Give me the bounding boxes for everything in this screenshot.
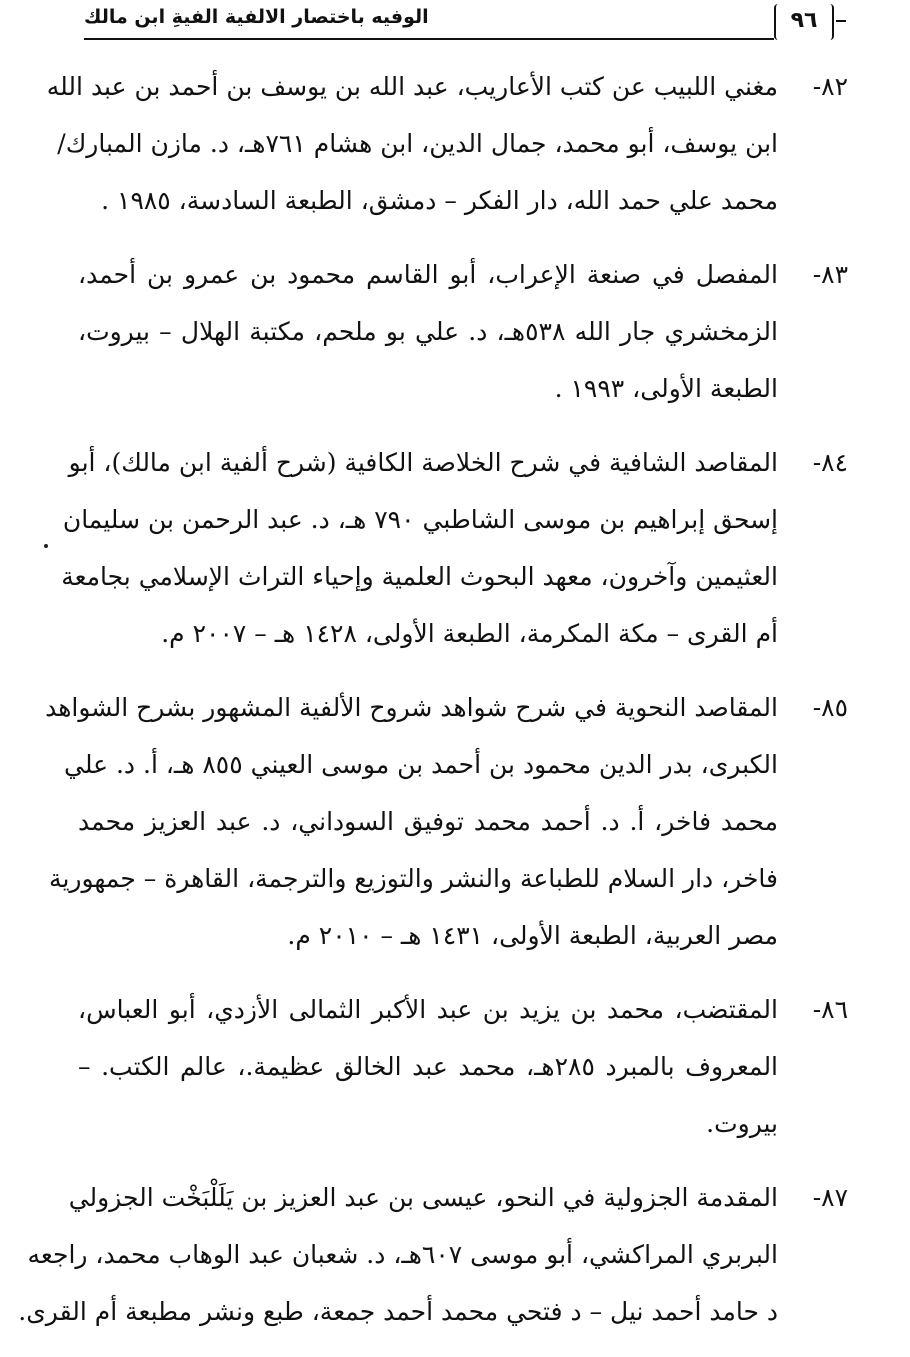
entry-line: العثيمين وآخرون، معهد البحوث العلمية وإحياء التراث الإسلامي بجامعة — [61, 562, 778, 591]
entry-line: مغني اللبيب عن كتب الأعاريب، عبد الله بن يوسف بن أحمد بن عبد الله — [46, 72, 778, 101]
entry-number: ٨٤- — [812, 448, 848, 477]
bibliography-entry-86 — [78, 981, 848, 1152]
bibliography-entry-83 — [78, 246, 848, 417]
entry-line: المفصل في صنعة الإعراب، أبو القاسم محمود بن عمرو بن أحمد، — [78, 260, 778, 289]
page-number: ٩٦ — [790, 8, 818, 33]
entry-line: الكبرى، بدر الدين محمود بن أحمد بن موسى العيني ٨٥٥ هـ، أ. د. علي — [64, 750, 778, 779]
entry-line: محمد فاخر، أ. د. أحمد محمد توفيق السوداني، د. عبد العزيز محمد — [78, 807, 778, 836]
entry-number: ٨٧- — [812, 1183, 848, 1212]
entry-line: الزمخشري جار الله ٥٣٨هـ، د. علي بو ملحم، مكتبة الهلال – بيروت، — [78, 317, 778, 346]
entry-line: المقاصد الشافية في شرح الخلاصة الكافية (شرح ألفية ابن مالك)، أبو — [68, 448, 778, 477]
bibliography-entry-85 — [45, 679, 848, 964]
entry-number: ٨٣- — [812, 260, 848, 289]
entry-line: فاخر، دار السلام للطباعة والنشر والتوزيع والترجمة، القاهرة – جمهورية — [49, 864, 778, 893]
page-number-frame — [774, 4, 834, 40]
header-rule — [84, 38, 774, 40]
entry-line: مصر العربية، الطبعة الأولى، ١٤٣١ هـ – ٢٠١٠ م. — [287, 921, 778, 950]
entry-line: المقدمة الجزولية في النحو، عيسى بن عبد العزيز بن يَلَلْبَخْت الجزولي — [68, 1183, 778, 1212]
entry-line: المقاصد النحوية في شرح شواهد شروح الألفية المشهور بشرح الشواهد — [45, 693, 778, 722]
entry-line: د حامد أحمد نيل – د فتحي محمد أحمد جمعة، طبع ونشر مطبعة أم القرى. — [18, 1297, 778, 1326]
entry-line: المقتضب، محمد بن يزيد بن عبد الأكبر الثمالى الأزدي، أبو العباس، — [78, 995, 778, 1024]
entry-line: أم القرى – مكة المكرمة، الطبعة الأولى، ١٤٢٨ هـ – ٢٠٠٧ م. — [161, 619, 778, 648]
entry-number: ٨٥- — [812, 693, 848, 722]
entry-line: البربري المراكشي، أبو موسى ٦٠٧هـ، د. شعبان عبد الوهاب محمد، راجعه — [27, 1240, 778, 1269]
bibliography-entry-82 — [46, 58, 848, 229]
header-rule-tick — [836, 20, 846, 22]
scan-speck — [44, 544, 48, 548]
bibliography-entry-87 — [18, 1169, 848, 1340]
entry-line: المعروف بالمبرد ٢٨٥هـ، محمد عبد الخالق عظيمة.، عالم الكتب. – — [78, 1052, 779, 1081]
entry-number: ٨٢- — [812, 72, 848, 101]
entry-line: الطبعة الأولى، ١٩٩٣ . — [554, 374, 778, 403]
bibliography-entry-84 — [61, 434, 848, 662]
entry-line: إسحق إبراهيم بن موسى الشاطبي ٧٩٠ هـ، د. عبد الرحمن بن سليمان — [62, 505, 778, 534]
running-title: الوفيه باختصار الالفية الفيةِ ابن مالك — [84, 6, 429, 28]
entry-line: بيروت. — [706, 1109, 778, 1138]
entry-line: ابن يوسف، أبو محمد، جمال الدين، ابن هشام ٧٦١هـ، د. مازن المبارك/ — [57, 129, 778, 158]
entry-number: ٨٦- — [812, 995, 848, 1024]
bibliography-list — [18, 58, 848, 1357]
page-header — [84, 2, 844, 40]
entry-line: محمد علي حمد الله، دار الفكر – دمشق، الطبعة السادسة، ١٩٨٥ . — [101, 186, 778, 215]
